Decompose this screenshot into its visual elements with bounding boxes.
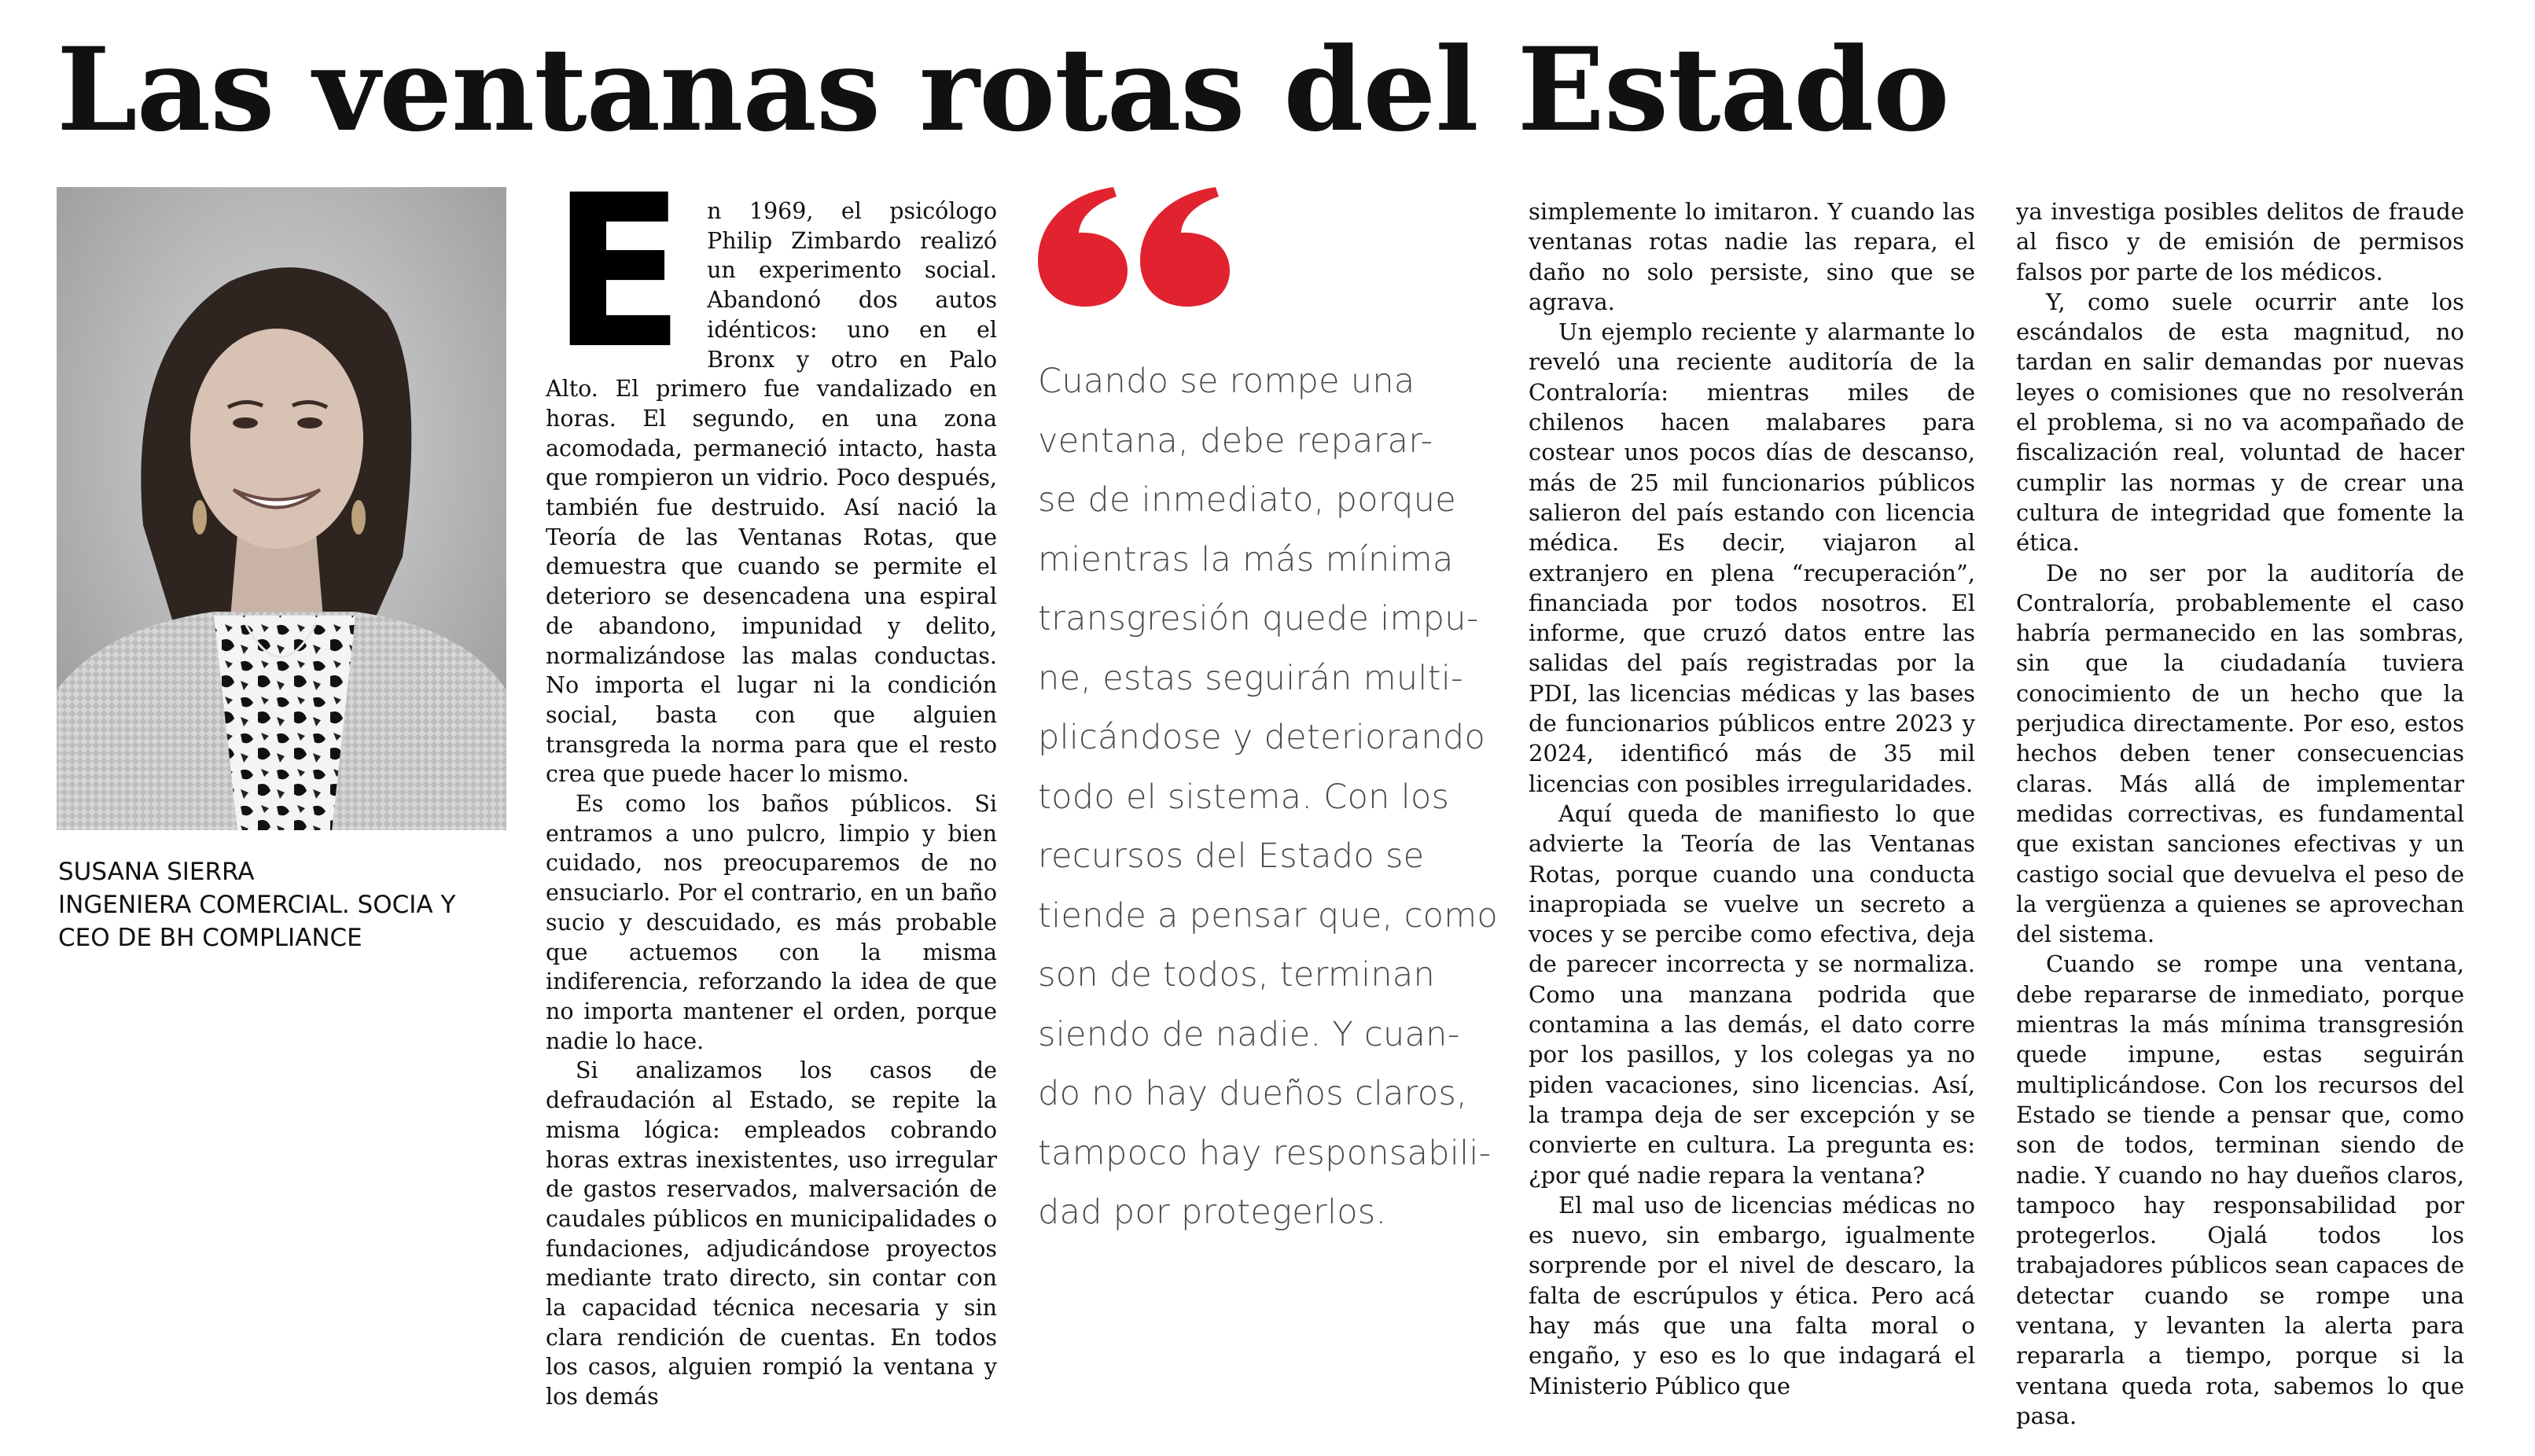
author-name: SUSANA SIERRA <box>58 858 255 886</box>
article-column-4 <box>2016 197 2464 1431</box>
pull-quote <box>1038 352 1499 1243</box>
article-paragraph: Aquí queda de manifiesto lo que advierte la Teoría de las Ventanas Rotas, porque cuando una conducta inapropiada se vuelve un secreto a voces y se percibe como efectiva, deja de parecer incorrecta y se normaliza. Como una manzana podrida que contamina a las demás, el dato corre por los pasillos, y los colegas ya no piden vacaciones, sino licencias. Así, la trampa deja de ser excepción y se convierte en cultura. La pregunta es: ¿por qué nadie repara la ventana? <box>1529 800 1975 1189</box>
pull-quote-line: recursos del Estado se <box>1038 836 1425 876</box>
pull-quote-line: dad por protegerlos. <box>1038 1193 1387 1232</box>
article-paragraph: Es como los baños públicos. Si entramos a uno pulcro, limpio y bien cuidado, nos preocuparemos de no ensuciarlo. Por el contrario, en un baño sucio y descuidado, es más probable que actuemos con la misma indiferencia, reforzando la idea de que no importa mantener el orden, porque nadie lo hace. <box>546 791 997 1054</box>
pull-quote-line: tampoco hay responsabili- <box>1038 1133 1492 1173</box>
author-photo <box>57 187 506 830</box>
article-paragraph: Si analizamos los casos de defraudación al Estado, se repite la misma lógica: empleados cobrando horas extras inexistentes, uso irregular de gastos reservados, malversación de caudales públicos en municipalidades o fundaciones, adjudicándose proyectos mediante trato directo, sin contar con la capacidad técnica necesaria y sin clara rendición de cuentas. En todos los casos, alguien rompió la ventana y los demás <box>546 1057 997 1410</box>
pull-quote-line: transgresión quede impu- <box>1038 599 1479 638</box>
article-paragraph: ya investiga posibles delitos de fraude al fisco y de emisión de permisos falsos por parte de los médicos. <box>2016 198 2464 285</box>
pull-quote-line: todo el sistema. Con los <box>1038 777 1450 817</box>
red-quotation-mark-icon <box>1035 186 1247 311</box>
pull-quote-line: ventana, debe reparar- <box>1038 421 1433 461</box>
article-paragraph: simplemente lo imitaron. Y cuando las ventanas rotas nadie las repara, el daño no solo persiste, sino que se agrava. <box>1529 198 1975 315</box>
article-paragraph: El mal uso de licencias médicas no es nuevo, sin embargo, igualmente sorprende por el nivel de descaro, la falta de escrúpulos y ética. Pero acá hay más que una falta moral o engaño, y eso es lo que indagará el Ministerio Público que <box>1529 1191 1975 1399</box>
pull-quote-line: tiende a pensar que, como <box>1038 895 1499 936</box>
author-byline <box>58 855 514 954</box>
author-title-line1: INGENIERA COMERCIAL. SOCIA Y <box>58 891 456 919</box>
article-paragraph <box>546 150 997 789</box>
article-paragraph: De no ser por la auditoría de Contraloría, probablemente el caso habría permanecido en las sombras, sin que la ciudadanía tuviera conocimiento de un hecho que la perjudica directamente. Por eso, estos hechos deben tener consecuencias claras. Más allá de implementar medidas correctivas, es fundamental que existan sanciones efectivas y un castigo social que devuelva el peso de la vergüenza a quienes se aprovechan del sistema. <box>2016 559 2464 948</box>
article-column-1 <box>546 150 997 1412</box>
pull-quote-line: do no hay dueños claros, <box>1038 1074 1468 1113</box>
drop-cap-letter: E <box>552 150 685 395</box>
pull-quote-line: siendo de nadie. Y cuan- <box>1038 1014 1460 1054</box>
article-paragraph: Cuando se rompe una ventana, debe repararse de inmediato, porque mientras la más mínima transgresión quede impune, estas seguirán multiplicándose. Con los recursos del Estado se tiende a pensar que, como son de todos, terminan siendo de nadie. Y cuando no hay dueños claros, tampoco hay responsabilidad por protegerlos. Ojalá todos los trabajadores públicos sean capaces de detectar cuando se rompe una ventana, y levanten la alerta para repararla a tiempo, porque si la ventana queda rota, sabemos lo que pasa. <box>2016 950 2464 1429</box>
article-paragraph: Un ejemplo reciente y alarmante lo reveló una reciente auditoría de la Contraloría: mientras miles de chilenos hacen malabares para costear unos pocos días de descanso, más de 25 mil funcionarios públicos salieron del país estando con licencia médica. Es decir, viajaron al extranjero en plena “recuperación”, financiada por todos nosotros. El informe, que cruzó datos entre las salidas del país registradas por la PDI, las licencias médicas y las bases de funcionarios públicos entre 2023 y 2024, identificó más de 35 mil licencias con posibles irregularidades. <box>1529 318 1975 797</box>
pull-quote-line: plicándose y deteriorando <box>1038 718 1486 757</box>
author-portrait-image <box>57 187 506 830</box>
pull-quote-line: mientras la más mínima <box>1038 539 1454 579</box>
pull-quote-line: se de inmediato, porque <box>1038 480 1457 520</box>
pull-quote-line: ne, estas seguirán multi- <box>1038 658 1463 698</box>
pull-quote-line: son de todos, terminan <box>1038 955 1436 995</box>
article-headline: Las ventanas rotas del Estado <box>57 23 1949 157</box>
article-column-3 <box>1529 197 1975 1401</box>
paragraph-text: n 1969, el psicólogo Philip Zimbardo realizó un experimento social. Abandonó dos autos idénticos: uno en el Bronx y otro en Palo Alto. El primero fue vandalizado en horas. El segundo, en una zona acomodada, permaneció intacto, hasta que rompieron un vidrio. Poco después, también fue destruido. Así nació la Teoría de las Ventanas Rotas, que demuestra que cuando se permite el deterioro se desencadena una espiral de abandono, impunidad y delito, normalizándose las malas conductas. No importa el lugar ni la condición social, basta con que alguien transgreda la norma para que el resto crea que puede hacer lo mismo. <box>546 198 997 788</box>
pull-quote-line: Cuando se rompe una <box>1038 362 1415 401</box>
author-title-line2: CEO DE BH COMPLIANCE <box>58 924 362 952</box>
article-paragraph: Y, como suele ocurrir ante los escándalos de esta magnitud, no tardan en salir demandas por nuevas leyes o comisiones que no resolverán el problema, si no va acompañado de fiscalización real, voluntad de hacer cumplir las normas y de crear una cultura de integridad que fomente la ética. <box>2016 288 2464 557</box>
